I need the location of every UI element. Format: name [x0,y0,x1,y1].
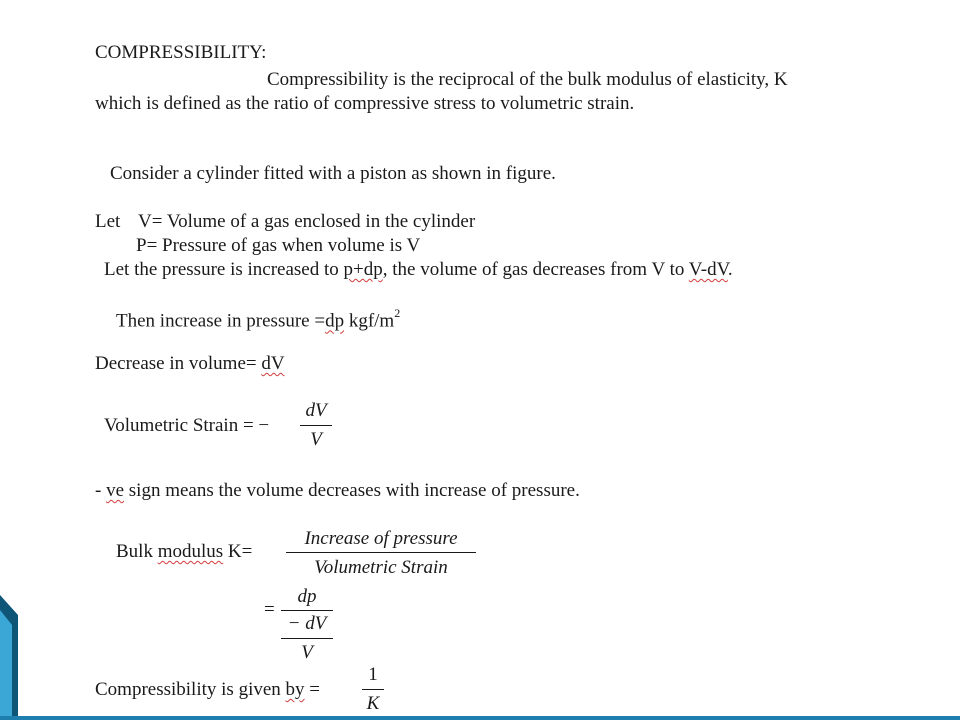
volumetric-strain-numerator: dV [305,400,327,421]
compressibility-fraction [362,664,384,716]
let-label: Let [95,211,121,232]
compound-numerator: dp [297,586,317,607]
bulk-modulus-numerator: Increase of pressure [304,528,458,549]
volumetric-strain-fraction [300,400,332,450]
decrease-label: Decrease in volume= [95,353,262,374]
compressibility-denominator: K [366,693,380,714]
let-p-definition: P= Pressure of gas when volume is V [136,235,421,256]
bottom-accent-line [0,716,960,720]
bulk-label-b: modulus [157,541,224,562]
pressure-change-end: . [727,259,733,280]
increase-unit: kgf/m [344,310,395,332]
let-v-definition: V= Volume of a gas enclosed in the cylinder [138,211,476,232]
bulk-modulus-label [116,542,252,561]
sign-note-rest: sign means the volume decreases with increase of pressure. [124,480,580,501]
bulk-modulus-fraction [286,528,476,580]
increase-exponent: 2 [394,306,401,320]
bulk-label-c: K= [223,541,253,562]
compressibility-numerator: 1 [368,664,378,685]
compressibility-equals: = [304,679,320,700]
fraction-bar [300,425,332,426]
bulk-modulus-denominator: Volumetric Strain [314,557,448,578]
fraction-bar [362,689,384,690]
bulk-label-a: Bulk [116,541,158,562]
volumetric-strain-denominator: V [310,429,322,450]
increase-label: Then increase in pressure = [116,310,326,332]
compound-inner-numerator: − dV [287,613,327,634]
fraction-bar [281,610,333,611]
compressibility-by: by [285,679,305,700]
bulk-modulus-equals: = [264,599,275,620]
pressure-change-line [104,260,733,279]
fraction-bar [281,638,333,639]
fraction-bar [286,552,476,553]
sign-note-ve: ve [106,480,125,501]
compressibility-line [95,680,320,699]
intro-line-2: which is defined as the ratio of compressive stress to volumetric strain. [95,93,635,114]
decrease-dv: dV [261,353,285,374]
sign-note-prefix: - [95,480,107,501]
bulk-modulus-compound-fraction [281,586,333,664]
pressure-change-middle: , the volume of gas decreases from V to [382,259,689,280]
volumetric-strain-label: Volumetric Strain = − [104,415,270,436]
compound-inner-denominator: V [301,642,313,663]
decrease-line [95,354,285,373]
pressure-change-before: Let the pressure is increased to [104,259,344,280]
consider-line: Consider a cylinder fitted with a piston as shown in figure. [110,163,556,184]
intro-line-1: Compressibility is the reciprocal of the bulk modulus of elasticity, K [267,69,788,90]
corner-accent-light [0,610,12,720]
increase-line [116,306,401,332]
increase-dp: dp [325,310,345,332]
compressibility-label: Compressibility is given [95,679,286,700]
heading: COMPRESSIBILITY: [95,42,267,63]
dv-term: V-dV [688,259,728,280]
sign-note [95,481,580,500]
dp-term: p+dp [343,259,383,280]
